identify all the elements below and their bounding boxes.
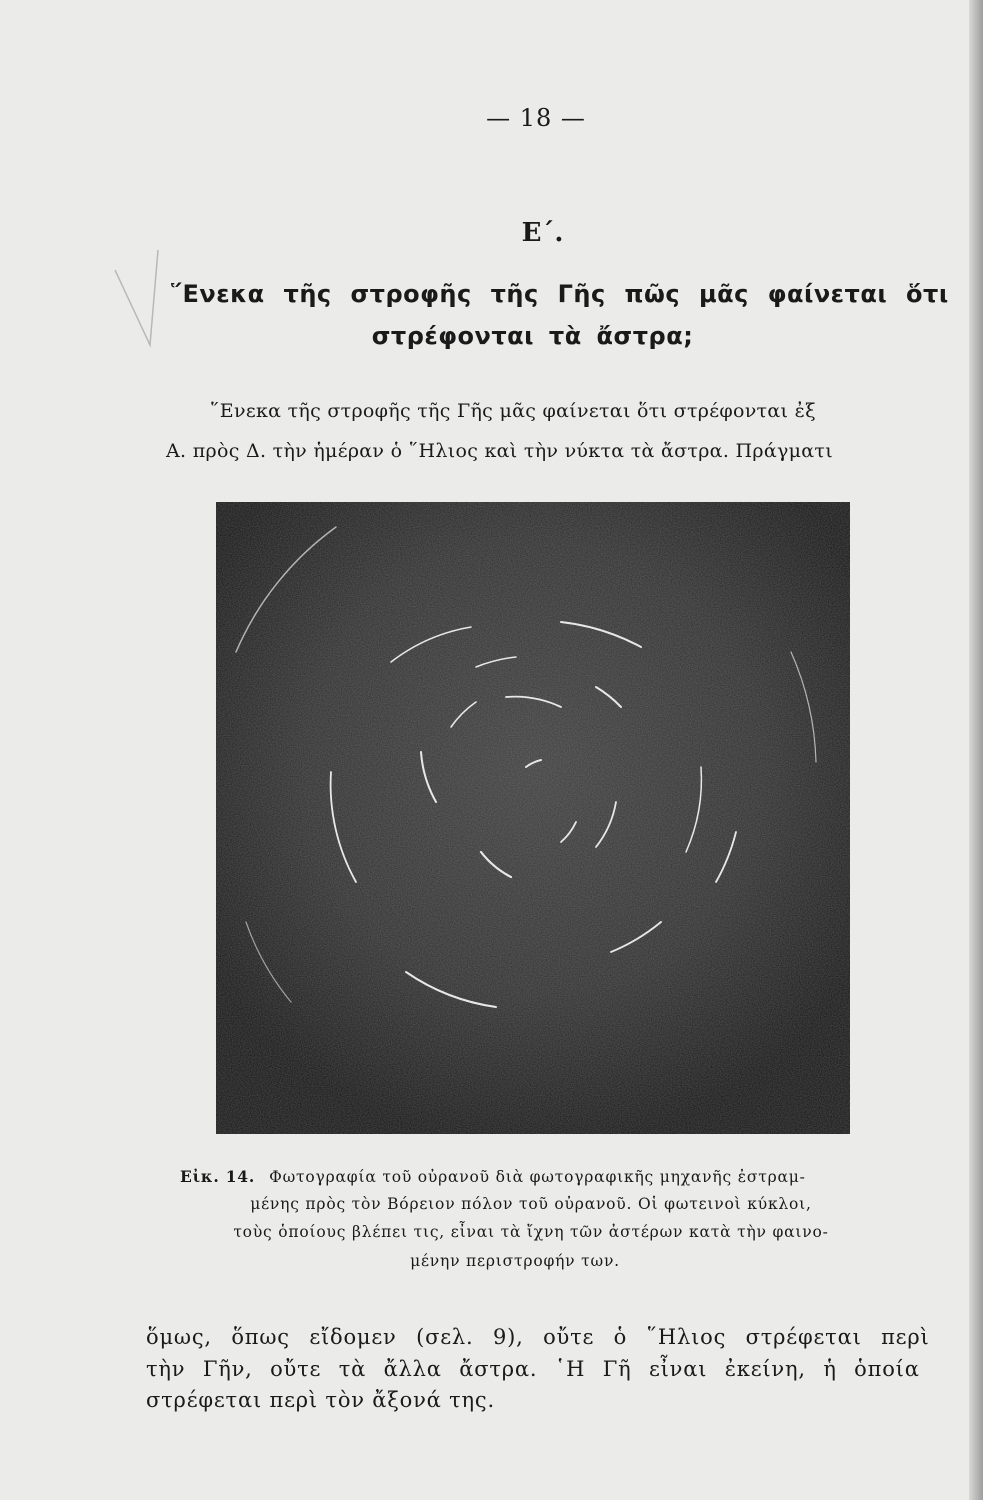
film-grain: [216, 502, 850, 1134]
figure-caption-text: Φωτογραφία τοῦ οὐρανοῦ διὰ φωτογραφικῆς μηχανῆς ἐστραμ-: [269, 1168, 806, 1186]
star-trails-photograph: [216, 502, 850, 1134]
body-paragraph-line-3: στρέφεται περὶ τὸν ἄξονά της.: [146, 1388, 495, 1412]
figure-caption-line-3: τοὺς ὁποίους βλέπει τις, εἶναι τὰ ἴχνη τῶν ἀστέρων κατὰ τὴν φαινο-: [233, 1223, 829, 1241]
pencil-margin-mark: [110, 230, 170, 350]
figure-label: Εἰκ. 14.: [180, 1167, 256, 1186]
figure-caption-line-2: μένης πρὸς τὸν Βόρειον πόλον τοῦ οὐρανοῦ. Οἱ φωτεινοὶ κύκλοι,: [250, 1195, 812, 1213]
intro-paragraph-line-2: Α. πρὸς Δ. τὴν ἡμέραν ὁ ῞Ηλιος καὶ τὴν νύκτα τὰ ἄστρα. Πράγματι: [166, 440, 833, 462]
figure-caption-line-4: μένην περιστροφήν των.: [410, 1252, 620, 1270]
intro-paragraph-line-1: ῞Ενεκα τῆς στροφῆς τῆς Γῆς μᾶς φαίνεται ὅτι στρέφονται ἐξ: [210, 400, 816, 422]
figure-caption-line-1: [180, 1167, 880, 1186]
section-heading-line-2: στρέφονται τὰ ἄστρα;: [371, 322, 694, 350]
body-paragraph-line-2: τὴν Γῆν, οὔτε τὰ ἄλλα ἄστρα. ῾Η Γῆ εἶναι ἐκείνη, ἡ ὁποία: [146, 1357, 920, 1381]
page-number: — 18 —: [486, 104, 586, 132]
body-paragraph-line-1: ὅμως, ὅπως εἴδομεν (σελ. 9), οὔτε ὁ ῞Ηλιος στρέφεται περὶ: [146, 1325, 930, 1349]
section-heading-line-1: ῞Ενεκα τῆς στροφῆς τῆς Γῆς πῶς μᾶς φαίνεται ὅτι: [170, 280, 949, 308]
section-number: Ε΄.: [521, 218, 564, 248]
